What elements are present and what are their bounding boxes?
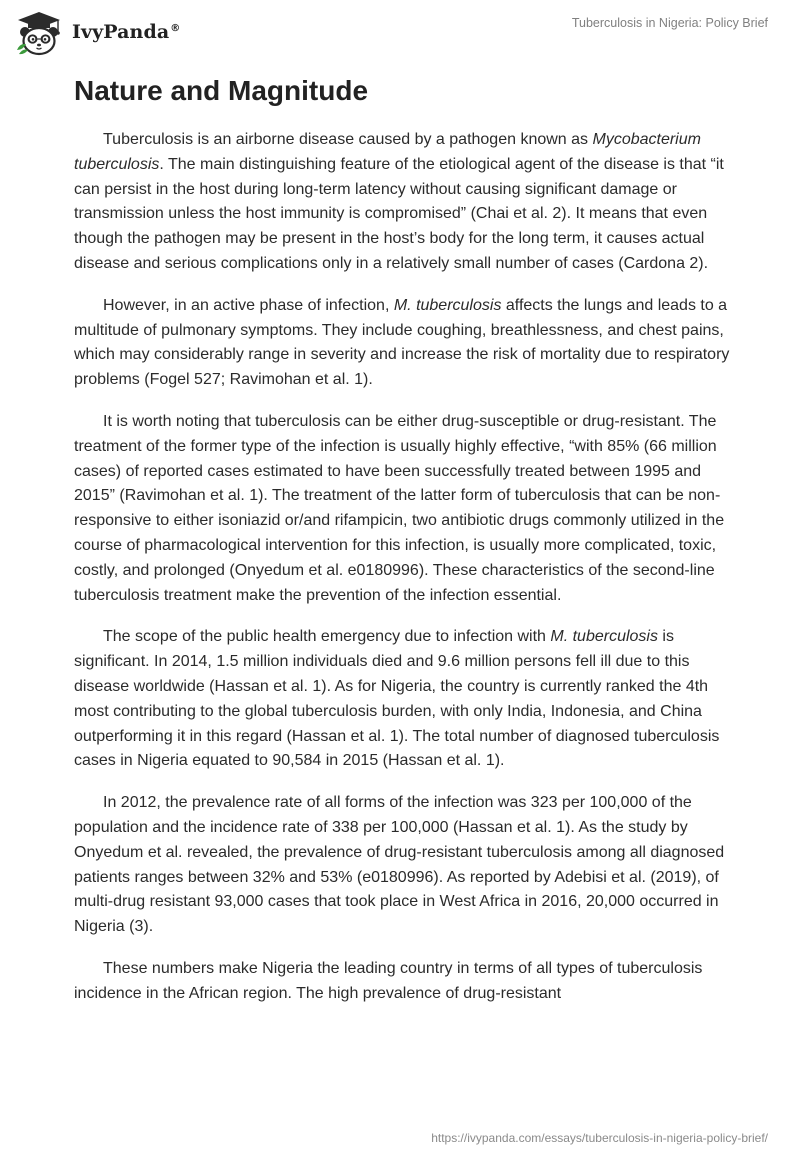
panda-graduate-icon: [14, 10, 64, 56]
species-name: M. tuberculosis: [550, 628, 658, 646]
article-body: [74, 74, 734, 1024]
page-header: [0, 0, 800, 64]
source-url-link[interactable]: https://ivypanda.com/essays/tuberculosis-in-nigeria-policy-brief/: [431, 1131, 768, 1145]
paragraph-3: It is worth noting that tuberculosis can be either drug-susceptible or drug-resistant. The treatment of the former type of the infection is usually highly effective, “with 85% (66 million cases) of reported cases estimated to have been successfully treated between 1995 and 2015” (Ravimohan et al. 1). The treatment of the latter form of tuberculosis that can be non-responsive to either isoniazid or/and rifampicin, two antibiotic drugs commonly utilized in the course of pharmacological intervention for this infection, is usually more complicated, toxic, costly, and prolonged (Onyedum et al. e0180996). These characteristics of the second-line tuberculosis treatment make the prevention of the infection essential.: [74, 412, 725, 604]
paragraph-1: Tuberculosis is an airborne disease caused by a pathogen known as Mycobacterium tuberculosis. The main distinguishing feature of the etiological agent of the disease is that “it can persist in the host during long-term latency without causing significant damage or transmission unless the host immunity is compromised” (Chai et al. 2). It means that even though the pathogen may be present in the host’s body for the long term, it causes actual disease and serious complications only in a relatively small number of cases (Cardona 2).: [74, 131, 724, 272]
document-title: Tuberculosis in Nigeria: Policy Brief: [571, 16, 768, 30]
registered-mark: ®: [170, 23, 181, 34]
paragraph-4: The scope of the public health emergency due to infection with M. tuberculosis is significant. In 2014, 1.5 million individuals died and 9.6 million persons fell ill due to this disease worldwide (Hassan et al. 1). As for Nigeria, the country is currently ranked the 4th most contributing to the global tuberculosis burden, with only India, Indonesia, and China outperforming it in this regard (Hassan et al. 1). The total number of diagnosed tuberculosis cases in Nigeria equated to 90,584 in 2015 (Hassan et al. 1).: [74, 628, 720, 770]
paragraph-6: These numbers make Nigeria the leading country in terms of all types of tuberculosis incidence in the African region. The high prevalence of drug-resistant: [74, 959, 703, 1002]
species-name: M. tuberculosis: [393, 296, 502, 314]
species-name: Mycobacterium tuberculosis: [74, 131, 701, 173]
brand-name: IvyPanda®: [72, 21, 181, 43]
section-heading: Nature and Magnitude: [74, 75, 369, 106]
paragraph-2: However, in an active phase of infection, M. tuberculosis affects the lungs and leads to a multitude of pulmonary symptoms. They include coughing, breathlessness, and chest pains, which may considerably range in severity and increase the risk of mortality due to respiratory problems (Fogel 527; Ravimohan et al. 1).: [74, 296, 730, 389]
paragraph-5: In 2012, the prevalence rate of all forms of the infection was 323 per 100,000 of the population and the incidence rate of 338 per 100,000 (Hassan et al. 1). As the study by Onyedum et al. revealed, the prevalence of drug-resistant tuberculosis among all diagnosed patients ranges between 32% and 53% (e0180996). As reported by Adebisi et al. (2019), of multi-drug resistant 93,000 cases that took place in West Africa in 2016, 20,000 occurred in Nigeria (3).: [74, 794, 725, 936]
brand-logo[interactable]: [14, 10, 180, 56]
